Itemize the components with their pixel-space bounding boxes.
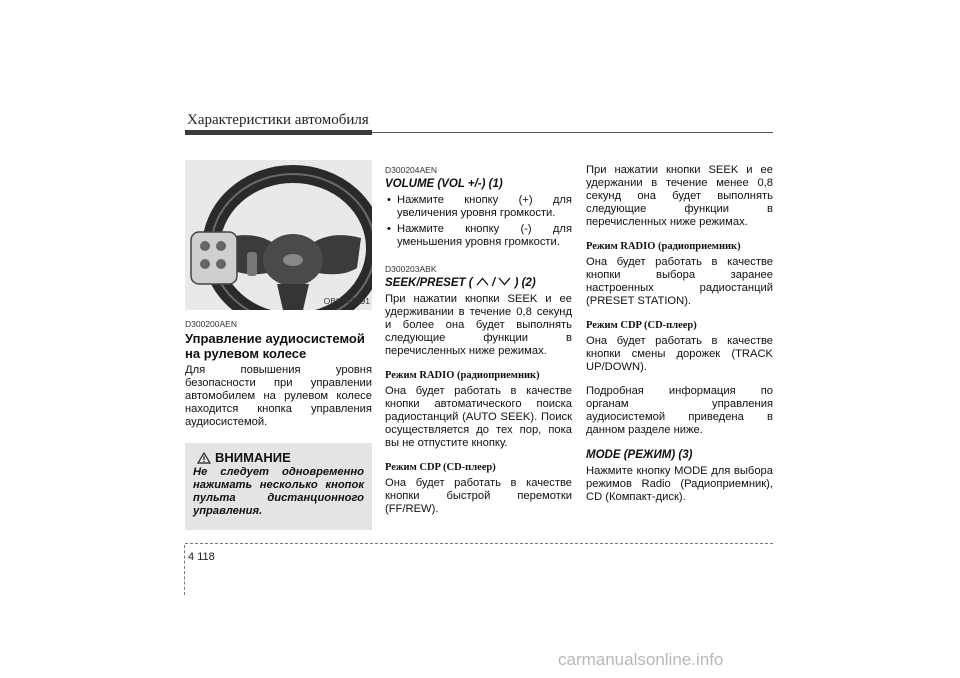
warning-text: Не следует одновременно нажимать несколько кнопок пульта дистанционного управления. <box>193 466 364 517</box>
info-note: Подробная информация по органам управления аудиосистемой приведена в данном разделе ниже. <box>586 385 773 436</box>
middle-column <box>385 164 572 516</box>
section-body: Для повышения уровня безопасности при управлении автомобилем на рулевом колесе находится кнопка управления аудиосистемой. <box>185 364 372 428</box>
section-code: D300200AEN <box>185 319 237 329</box>
short-cdp-body: Она будет работать в качестве кнопки смены дорожек (TRACK UP/DOWN). <box>586 335 773 373</box>
warning-triangle-icon <box>197 452 211 464</box>
seek-title <box>385 277 572 290</box>
steering-wheel-image <box>185 160 372 310</box>
header-bar <box>185 130 372 135</box>
warning-box <box>185 443 372 530</box>
section-heading: Управление аудиосистемой на рулевом колесе <box>185 331 365 361</box>
seek-title-separator: / <box>491 277 496 289</box>
short-press-intro: При нажатии кнопки SEEK и ее удержании в течение менее 0,8 секунд она будет выполнять следующие функции в перечисленных ниже режимах. <box>586 164 773 228</box>
volume-bullet-up: • Нажмите кнопку (+) для увеличения уровня громкости. <box>385 194 572 220</box>
image-code: OBK049091 <box>323 296 370 306</box>
page-number-value: 118 <box>197 551 215 563</box>
watermark: carmanualsonline.info <box>558 650 724 669</box>
right-column <box>586 164 773 504</box>
seek-cdp-heading: Режим CDP (CD-плеер) <box>385 462 496 473</box>
volume-bullet-down: • Нажмите кнопку (-) для уменьшения уровня громкости. <box>385 223 572 249</box>
page-header-title: Характеристики автомобиля <box>187 112 369 128</box>
seek-cdp-body: Она будет работать в качестве кнопки быстрой перемотки (FF/REW). <box>385 477 572 515</box>
mode-title: MODE (РЕЖИМ) (3) <box>586 449 693 461</box>
seek-radio-body: Она будет работать в качестве кнопки автоматического поиска радиостанций (AUTO SEEK). Поиск осуществляется до тех пор, пока вы не отпустите кнопку. <box>385 385 572 449</box>
seek-body: При нажатии кнопки SEEK и ее удерживании в течение 0,8 секунд и более она будет выполнять следующие функции в перечисленных ниже режимах. <box>385 293 572 357</box>
short-cdp-heading: Режим CDP (CD-плеер) <box>586 320 697 331</box>
chevron-up-icon <box>476 277 489 286</box>
chevron-down-icon <box>498 277 511 286</box>
header-rule <box>372 132 773 133</box>
chapter-number: 4 <box>188 551 195 563</box>
volume-title: VOLUME (VOL +/-) (1) <box>385 178 503 190</box>
seek-title-post: ) (2) <box>514 277 536 289</box>
short-radio-heading: Режим RADIO (радиоприемник) <box>586 241 741 252</box>
volume-list <box>385 194 572 249</box>
steering-wheel-illustration <box>185 160 372 310</box>
seek-code: D300203ABK <box>385 264 437 274</box>
short-radio-body: Она будет работать в качестве кнопки выбора заранее настроенных радиостанций (PRESET STATION). <box>586 256 773 307</box>
volume-code: D300204AEN <box>385 165 437 175</box>
page-number <box>188 551 215 563</box>
seek-radio-heading: Режим RADIO (радиоприемник) <box>385 370 540 381</box>
mode-body: Нажмите кнопку MODE для выбора режимов Radio (Радиоприемник), CD (Компакт-диск). <box>586 465 773 503</box>
warning-title <box>197 451 364 464</box>
seek-title-pre: SEEK/PRESET ( <box>385 277 473 289</box>
footer-rule <box>185 543 773 544</box>
left-column <box>185 160 372 530</box>
warning-title-text: ВНИМАНИЕ <box>215 450 291 465</box>
footer-divider <box>184 545 185 595</box>
